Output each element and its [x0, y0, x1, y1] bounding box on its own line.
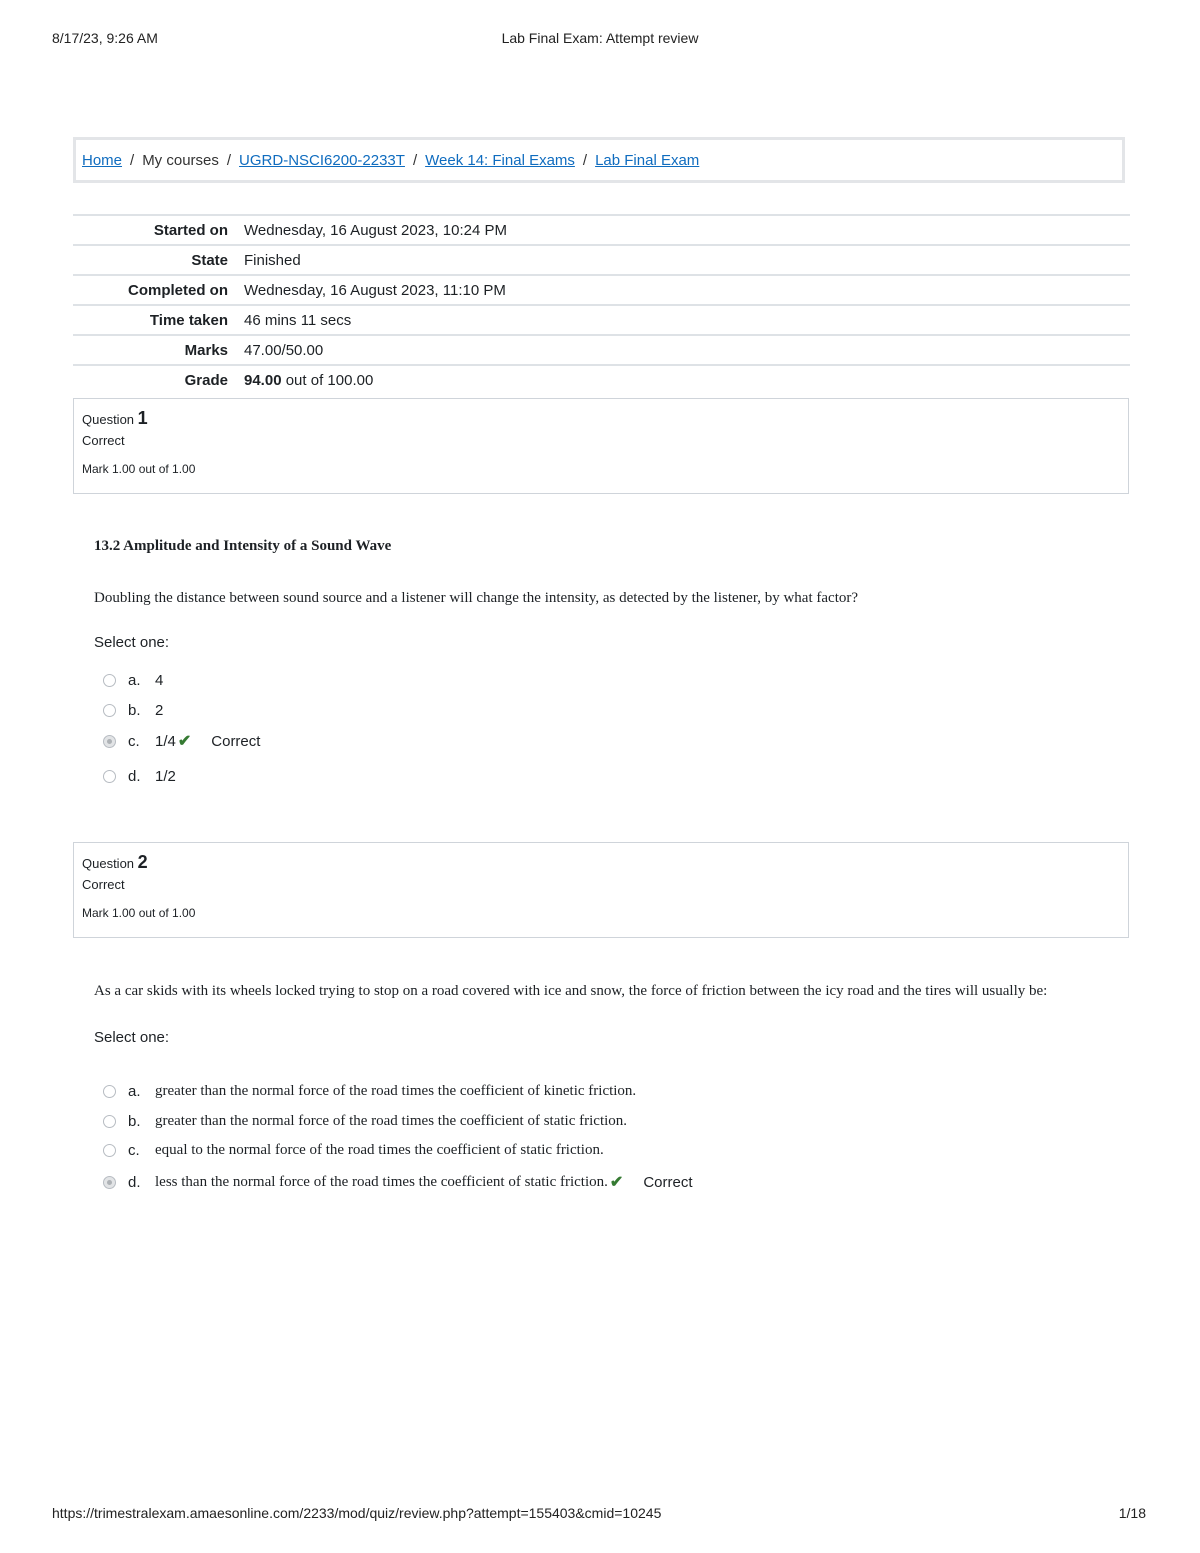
- print-footer: [0, 1505, 1200, 1525]
- summary-label: Time taken: [149, 312, 228, 329]
- question-text: As a car skids with its wheels locked trying to stop on a road covered with ice and snow, the force of friction between the icy road and the tires will usually be:: [94, 983, 1048, 999]
- summary-label: State: [191, 252, 228, 269]
- breadcrumb-separator: /: [412, 151, 418, 169]
- answer-option-b[interactable]: [103, 702, 163, 719]
- summary-value: 46 mins 11 secs: [244, 312, 352, 329]
- breadcrumb: [73, 137, 1125, 183]
- breadcrumb-separator: /: [130, 151, 135, 169]
- question-text: Doubling the distance between sound source and a listener will change the intensity, as detected by the listener, by what factor?: [94, 590, 859, 606]
- answer-letter: a.: [128, 672, 141, 689]
- answer-option-c[interactable]: [103, 1142, 604, 1159]
- breadcrumb-home-link[interactable]: Home: [82, 151, 123, 169]
- summary-value: Wednesday, 16 August 2023, 10:24 PM: [244, 222, 507, 239]
- question-number: [82, 407, 1120, 431]
- answer-text: less than the normal force of the road times the coefficient of static friction.: [155, 1173, 608, 1190]
- answer-text: 1/4: [155, 732, 176, 750]
- breadcrumb-week-link[interactable]: Week 14: Final Exams: [425, 151, 575, 169]
- print-page-title: Lab Final Exam: Attempt review: [501, 30, 699, 46]
- print-datetime: 8/17/23, 9:26 AM: [52, 30, 158, 46]
- summary-value: Finished: [244, 252, 301, 269]
- correct-check-icon: ✔: [609, 1174, 624, 1191]
- correct-check-icon: ✔: [177, 733, 192, 750]
- summary-label: Started on: [153, 222, 228, 239]
- select-one-prompt: Select one:: [94, 634, 170, 651]
- print-url: https://trimestralexam.amaesonline.com/2233/mod/quiz/review.php?attempt=155403&cmid=10245: [52, 1505, 662, 1521]
- radio-button-selected[interactable]: [103, 1176, 116, 1189]
- answer-letter: d.: [128, 768, 141, 785]
- question-number: [82, 851, 1120, 875]
- answer-letter: c.: [128, 732, 140, 750]
- grade-value: 94.00: [244, 372, 282, 389]
- question-number-value: 2: [137, 852, 148, 872]
- summary-row-completed: [73, 275, 1130, 305]
- summary-value: [244, 365, 1130, 394]
- answer-letter: b.: [128, 702, 141, 719]
- answer-text: 4: [155, 672, 164, 689]
- question-2-content: [94, 980, 1104, 1046]
- answer-letter: a.: [128, 1083, 141, 1100]
- summary-row-grade: [73, 365, 1130, 394]
- breadcrumb-quiz-link[interactable]: Lab Final Exam: [595, 151, 700, 169]
- answer-text: 2: [155, 702, 164, 719]
- radio-button[interactable]: [103, 770, 116, 783]
- breadcrumb-separator: /: [582, 151, 588, 169]
- answer-text: greater than the normal force of the road times the coefficient of kinetic friction.: [155, 1083, 637, 1099]
- question-state: Correct: [82, 877, 125, 892]
- breadcrumb-separator: /: [226, 151, 232, 169]
- breadcrumb-my-courses: My courses: [142, 151, 219, 169]
- answer-option-d[interactable]: [103, 1172, 693, 1192]
- print-page-number: 1/18: [1118, 1505, 1146, 1521]
- answer-letter: b.: [128, 1113, 141, 1130]
- answer-option-a[interactable]: [103, 1083, 636, 1100]
- answer-option-b[interactable]: [103, 1113, 627, 1130]
- summary-label: Completed on: [128, 282, 228, 299]
- question-state: Correct: [82, 433, 125, 448]
- question-grade: Mark 1.00 out of 1.00: [82, 462, 196, 476]
- question-label: Question: [82, 856, 135, 871]
- radio-button[interactable]: [103, 1144, 116, 1157]
- answer-text: greater than the normal force of the road times the coefficient of static friction.: [155, 1113, 628, 1129]
- summary-label: Grade: [184, 372, 228, 389]
- summary-row-started: [73, 215, 1130, 245]
- question-label: Question: [82, 412, 135, 427]
- question-2-info: [73, 842, 1129, 938]
- summary-row-time-taken: [73, 305, 1130, 335]
- answer-feedback: Correct: [211, 732, 261, 750]
- radio-button[interactable]: [103, 704, 116, 717]
- select-one-prompt: Select one:: [94, 1029, 170, 1046]
- answer-option-c[interactable]: [103, 731, 260, 751]
- question-number-value: 1: [137, 408, 148, 428]
- grade-out-of: out of 100.00: [281, 372, 374, 389]
- summary-label: Marks: [184, 342, 228, 359]
- attempt-summary-table: [73, 214, 1130, 394]
- question-heading: 13.2 Amplitude and Intensity of a Sound Wave: [94, 538, 392, 554]
- answer-letter: c.: [128, 1142, 140, 1159]
- question-1-content: [94, 538, 1104, 651]
- answer-option-d[interactable]: [103, 768, 176, 785]
- radio-button[interactable]: [103, 674, 116, 687]
- summary-value: 47.00/50.00: [244, 342, 324, 359]
- summary-row-state: [73, 245, 1130, 275]
- answer-letter: d.: [128, 1173, 141, 1191]
- radio-button-selected[interactable]: [103, 735, 116, 748]
- breadcrumb-course-link[interactable]: UGRD-NSCI6200-2233T: [239, 151, 405, 169]
- answer-feedback: Correct: [643, 1173, 693, 1191]
- question-1-info: [73, 398, 1129, 494]
- radio-button[interactable]: [103, 1115, 116, 1128]
- radio-button[interactable]: [103, 1085, 116, 1098]
- answer-text: equal to the normal force of the road times the coefficient of static friction.: [155, 1142, 604, 1158]
- print-header: [0, 30, 1200, 50]
- answer-text: 1/2: [155, 768, 176, 785]
- question-grade: Mark 1.00 out of 1.00: [82, 906, 196, 920]
- summary-row-marks: [73, 335, 1130, 365]
- answer-option-a[interactable]: [103, 672, 163, 689]
- summary-value: Wednesday, 16 August 2023, 11:10 PM: [244, 282, 506, 299]
